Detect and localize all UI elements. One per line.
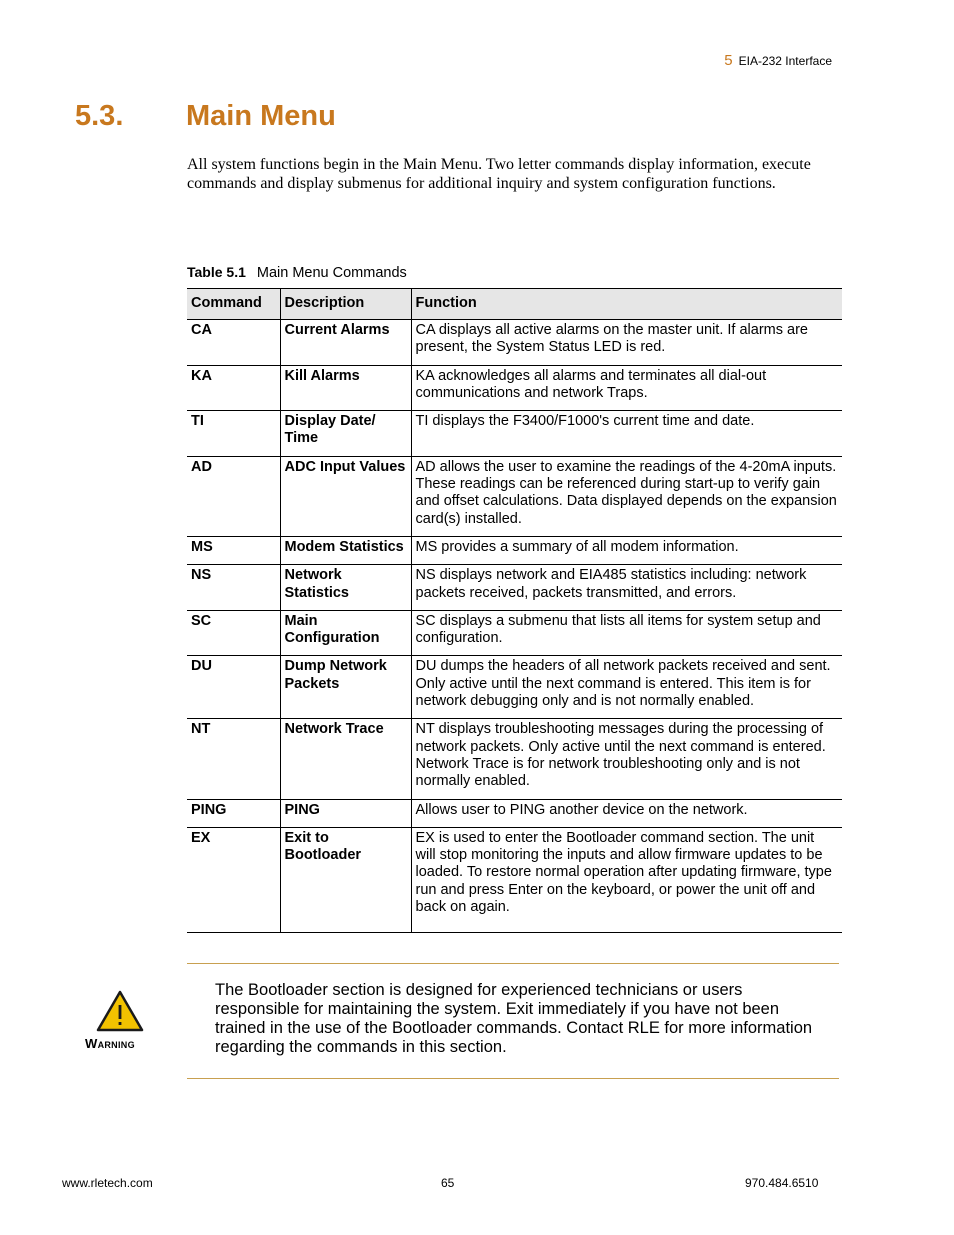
section-heading	[75, 100, 336, 133]
cell-description: Dump Network Packets	[280, 656, 411, 719]
section-number: 5.3.	[75, 100, 124, 132]
cell-command: NS	[187, 565, 280, 611]
cell-function: AD allows the user to examine the readings of the 4-20mA inputs. These readings can be referenced during start-up to verify gain and offset calculations. Data displayed depends on the expansion card(s) installed.	[411, 456, 842, 536]
cell-function: DU dumps the headers of all network packets received and sent. Only active until the next command is entered. This item is for network debugging only and is not normally enabled.	[411, 656, 842, 719]
cell-command: MS	[187, 536, 280, 564]
table-header-row	[187, 289, 842, 320]
cell-command: NT	[187, 719, 280, 799]
footer-page-number: 65	[441, 1176, 455, 1190]
footer-phone: 970.484.6510	[745, 1176, 819, 1190]
column-header-command: Command	[187, 289, 280, 320]
cell-function: TI displays the F3400/F1000's current time and date.	[411, 411, 842, 457]
section-title: Main Menu	[186, 100, 336, 132]
cell-command: KA	[187, 365, 280, 411]
cell-command: TI	[187, 411, 280, 457]
cell-function: SC displays a submenu that lists all items for system setup and configuration.	[411, 610, 842, 656]
cell-description: Display Date/ Time	[280, 411, 411, 457]
cell-function: KA acknowledges all alarms and terminates all dial-out communications and network Traps.	[411, 365, 842, 411]
cell-function: MS provides a summary of all modem information.	[411, 536, 842, 564]
table-row	[187, 411, 842, 457]
table-row	[187, 565, 842, 611]
cell-function: NT displays troubleshooting messages during the processing of network packets. Only active until the next command is entered. Network Trace is for network troubleshooting only and is not normally enabled.	[411, 719, 842, 799]
table-row	[187, 656, 842, 719]
cell-command: PING	[187, 799, 280, 827]
table-caption-title: Main Menu Commands	[256, 265, 407, 281]
cell-command: CA	[187, 320, 280, 366]
table-row	[187, 610, 842, 656]
chapter-number: 5	[724, 52, 733, 69]
cell-description: Network Trace	[280, 719, 411, 799]
cell-function: Allows user to PING another device on the network.	[411, 799, 842, 827]
footer-website: www.rletech.com	[62, 1176, 153, 1190]
warning-text: The Bootloader section is designed for experienced technicians or users responsible for maintaining the system. Exit immediately if you have not been trained in the use of the Bootloader commands. Contact RLE for more information regarding the commands in this section.	[215, 981, 813, 1056]
cell-command: AD	[187, 456, 280, 536]
table-row	[187, 719, 842, 799]
cell-description: PING	[280, 799, 411, 827]
column-header-description: Description	[280, 289, 411, 320]
running-header	[724, 52, 832, 69]
cell-function: CA displays all active alarms on the master unit. If alarms are present, the System Status LED is red.	[411, 320, 842, 366]
table-row	[187, 320, 842, 366]
warning-triangle-icon	[96, 990, 144, 1032]
table-caption	[187, 264, 407, 281]
table-row	[187, 365, 842, 411]
cell-command: DU	[187, 656, 280, 719]
main-menu-commands-table	[187, 288, 842, 933]
table-row	[187, 536, 842, 564]
cell-description: Exit to Bootloader	[280, 827, 411, 932]
cell-description: Kill Alarms	[280, 365, 411, 411]
cell-description: Current Alarms	[280, 320, 411, 366]
table-caption-label: Table 5.1	[187, 264, 246, 280]
chapter-title: EIA-232 Interface	[738, 54, 832, 68]
cell-description: Network Statistics	[280, 565, 411, 611]
cell-command: EX	[187, 827, 280, 932]
warning-bottom-rule	[187, 1078, 839, 1079]
warning-top-rule	[187, 963, 839, 964]
intro-paragraph: All system functions begin in the Main Menu. Two letter commands display information, execute commands and display submenus for additional inquiry and system configuration functions.	[187, 156, 811, 192]
cell-function: NS displays network and EIA485 statistics including: network packets received, packets transmitted, and errors.	[411, 565, 842, 611]
cell-description: ADC Input Values	[280, 456, 411, 536]
table-row	[187, 799, 842, 827]
cell-description: Main Configuration	[280, 610, 411, 656]
table-row	[187, 827, 842, 932]
cell-description: Modem Statistics	[280, 536, 411, 564]
table-row	[187, 456, 842, 536]
warning-label: Warning	[85, 1036, 135, 1051]
cell-command: SC	[187, 610, 280, 656]
cell-function: EX is used to enter the Bootloader command section. The unit will stop monitoring the inputs and allow firmware updates to be loaded. To restore normal operation after updating firmware, type run and press Enter on the keyboard, or power the unit off and back on again.	[411, 827, 842, 932]
column-header-function: Function	[411, 289, 842, 320]
